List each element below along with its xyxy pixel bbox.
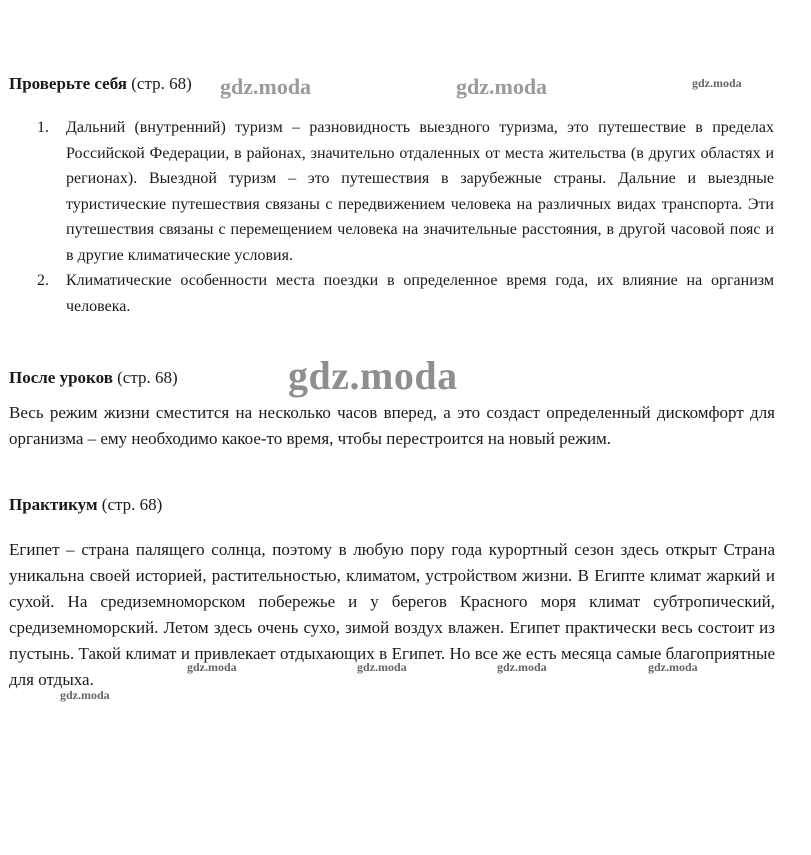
list-item [9, 268, 774, 319]
watermark: gdz.moda [187, 660, 237, 674]
paragraph: Весь режим жизни сместится на несколько часов вперед, а это создаст определенный дискомфорт для организма – ему необходимо какое-то время, чтобы перестроится на новый режим. [9, 403, 775, 448]
section-heading [9, 74, 192, 94]
list-number: 1. [37, 119, 49, 136]
page-reference: (стр. 68) [101, 495, 163, 514]
list-number: 2. [37, 272, 49, 289]
section-title: После уроков [9, 368, 113, 387]
watermark: gdz.moda [60, 688, 110, 702]
section-title: Проверьте себя [9, 74, 127, 93]
section-heading [9, 368, 178, 388]
page-reference: (стр. 68) [131, 74, 192, 93]
numbered-list [9, 115, 774, 319]
watermark: gdz.moda [288, 353, 458, 398]
list-text: Дальний (внутренний) туризм – разновидность выездного туризма, это путешествие в пределах Российской Федерации, в районах, значительно отдаленных от места жительства (в других областях и регионах). Выездной туризм – это путешествия в зарубежные страны. Дальние и выездные туристические путешествия связаны с передвижением человека на различных видах транспорта. Эти путешествия связаны с перемещением человека на значительные расстояния, в другой часовой пояс и в другие климатические условия. [66, 119, 774, 264]
watermark: gdz.moda [692, 76, 742, 90]
watermark: gdz.moda [220, 74, 312, 99]
watermark: gdz.moda [456, 74, 548, 99]
list-item [9, 115, 774, 268]
section-title: Практикум [9, 495, 98, 514]
watermark: gdz.moda [497, 660, 547, 674]
watermark: gdz.moda [648, 660, 698, 674]
list-text: Климатические особенности места поездки в определенное время года, их влияние на организм человека. [66, 272, 774, 315]
page-reference: (стр. 68) [117, 368, 178, 387]
section-heading [9, 495, 162, 515]
paragraph: Египет – страна палящего солнца, поэтому в любую пору года курортный сезон здесь открыт Страна уникальна своей историей, растительностью, климатом, устройством жизни. В Египте климат жаркий и сухой. На средиземноморском побережье и у берегов Красного моря климат субтропический, средиземноморский. Летом здесь очень сухо, зимой воздух влажен. Египет практически весь состоит из пустынь. Такой климат и привлекает отдыхающих в Египет. Но все же есть месяца самые благоприятные для отдыха. [9, 540, 775, 689]
watermark: gdz.moda [357, 660, 407, 674]
